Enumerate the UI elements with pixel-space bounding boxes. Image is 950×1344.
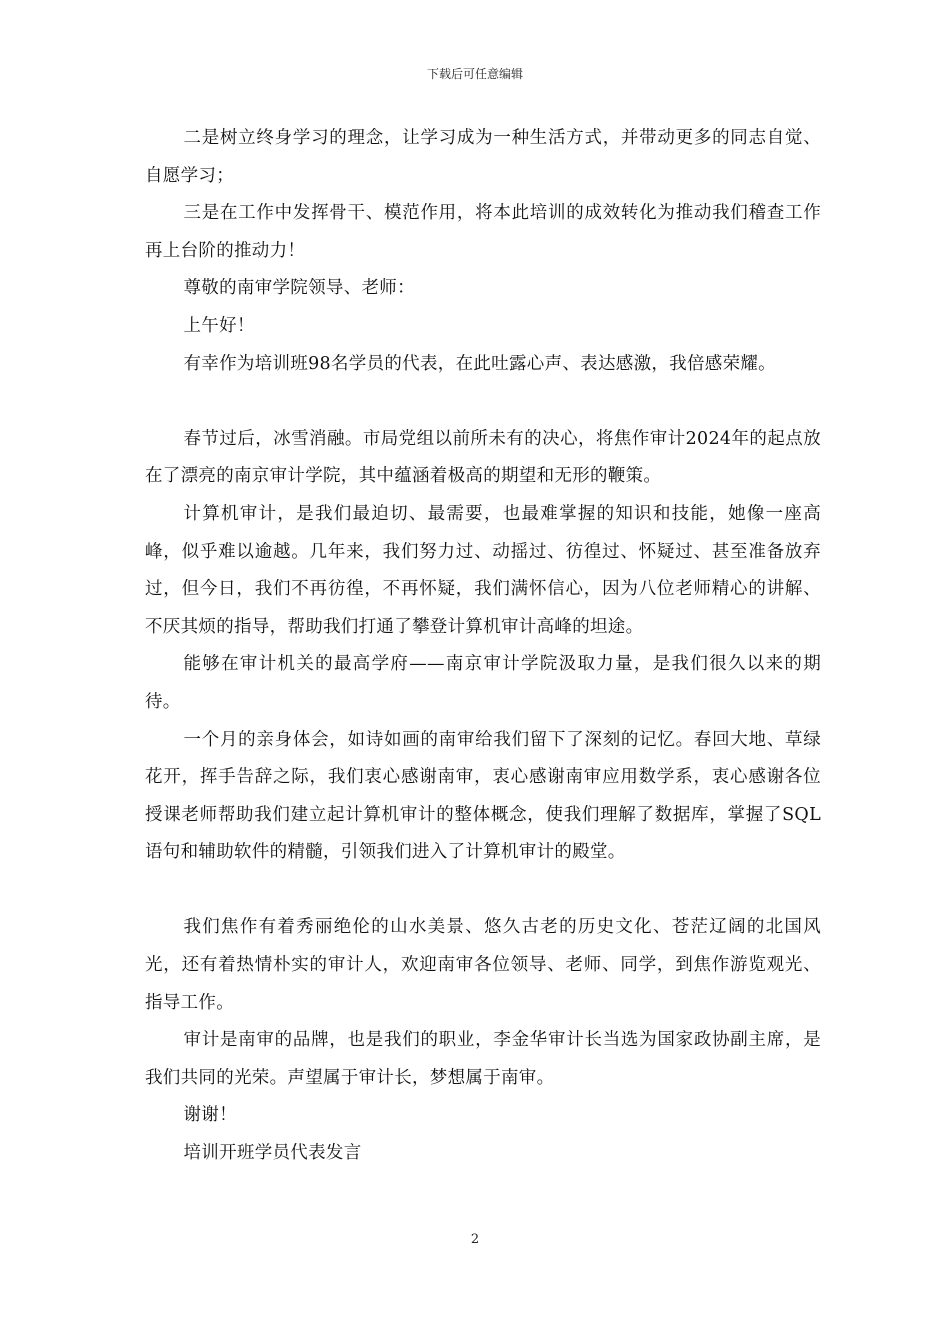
paragraph-spacer — [145, 872, 821, 910]
paragraph: 一个月的亲身体会，如诗如画的南审给我们留下了深刻的记忆。春回大地、草绿花开，挥手告辞之际，我们衷心感谢南审，衷心感谢南审应用数学系，衷心感谢各位授课老师帮助我们建立起计算机审计的整体概念，使我们理解了数据库，掌握了SQL语句和辅助软件的精髓，引领我们进入了计算机审计的殿堂。 — [145, 729, 821, 863]
paragraph: 上午好！ — [183, 315, 255, 336]
paragraph: 尊敬的南审学院领导、老师： — [183, 278, 415, 299]
paragraph: 能够在审计机关的最高学府——南京审计学院汲取力量，是我们很久以来的期待。 — [145, 654, 821, 712]
paragraph: 有幸作为培训班98名学员的代表，在此吐露心声、表达感激，我倍感荣耀。 — [183, 353, 776, 374]
page-number: 2 — [470, 1232, 480, 1247]
paragraph: 三是在工作中发挥骨干、模范作用，将本此培训的成效转化为推动我们稽查工作再上台阶的推动力！ — [145, 203, 821, 261]
paragraph: 二是树立终身学习的理念，让学习成为一种生活方式，并带动更多的同志自觉、自愿学习； — [145, 128, 821, 186]
page-header: 下载后可任意编辑 — [426, 67, 523, 81]
paragraph: 谢谢！ — [183, 1105, 237, 1126]
paragraph: 培训开班学员代表发言 — [183, 1143, 362, 1164]
paragraph: 审计是南审的品牌，也是我们的职业，李金华审计长当选为国家政协副主席，是我们共同的光荣。声望属于审计长，梦想属于南审。 — [145, 1030, 821, 1088]
paragraph: 我们焦作有着秀丽绝伦的山水美景、悠久古老的历史文化、苍茫辽阔的北国风光，还有着热情朴实的审计人，欢迎南审各位领导、老师、同学，到焦作游览观光、指导工作。 — [145, 917, 821, 1013]
paragraph-spacer — [145, 383, 821, 421]
paragraph: 春节过后，冰雪消融。市局党组以前所未有的决心，将焦作审计2024年的起点放在了漂亮的南京审计学院，其中蕴涵着极高的期望和无形的鞭策。 — [145, 428, 821, 487]
paragraph: 计算机审计，是我们最迫切、最需要，也最难掌握的知识和技能，她像一座高峰，似乎难以逾越。几年来，我们努力过、动摇过、彷徨过、怀疑过、甚至准备放弃过，但今日，我们不再彷徨，不再怀疑，我们满怀信心，因为八位老师精心的讲解、不厌其烦的指导，帮助我们打通了攀登计算机审计高峰的坦途。 — [145, 503, 821, 637]
document-body — [145, 120, 821, 1173]
